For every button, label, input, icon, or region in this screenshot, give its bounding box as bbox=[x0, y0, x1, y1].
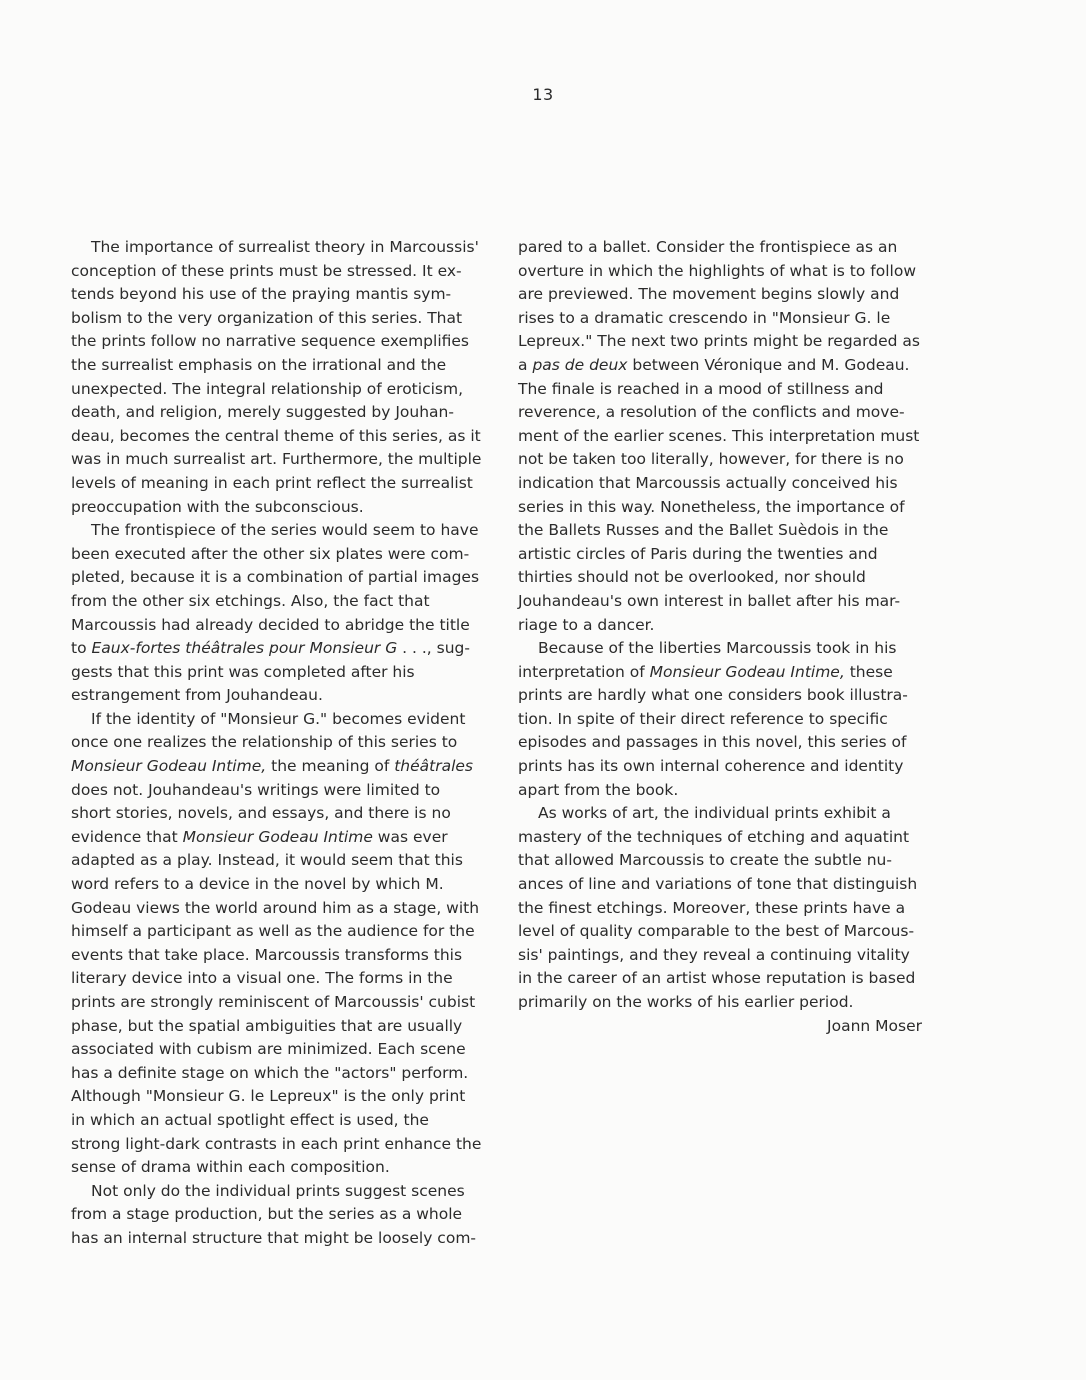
text-line bbox=[518, 708, 936, 732]
text-segment: ment of the earlier scenes. This interpretation must bbox=[518, 426, 920, 445]
text-segment: literary device into a visual one. The forms in the bbox=[71, 969, 453, 988]
text-segment: level of quality comparable to the best of Marcous- bbox=[518, 922, 915, 941]
text-segment: prints are strongly reminiscent of Marcoussis' cubist bbox=[71, 993, 476, 1011]
text-segment: death, and religion, merely suggested by Jouhan- bbox=[71, 403, 454, 422]
text-line bbox=[71, 354, 496, 378]
text-line bbox=[518, 519, 936, 543]
text-line bbox=[518, 802, 936, 826]
text-segment: in the career of an artist whose reputation is based bbox=[518, 969, 916, 988]
text-segment: Although "Monsieur G. le Lepreux" is the only print bbox=[71, 1087, 466, 1106]
text-line bbox=[71, 236, 496, 260]
text-line bbox=[518, 354, 936, 378]
text-line bbox=[71, 401, 496, 425]
text-segment: Godeau views the world around him as a stage, with bbox=[71, 898, 480, 917]
text-line bbox=[71, 661, 496, 685]
text-line bbox=[71, 755, 496, 779]
text-segment: the finest etchings. Moreover, these prints have a bbox=[518, 898, 906, 917]
text-segment: associated with cubism are minimized. Each scene bbox=[71, 1040, 466, 1059]
text-line bbox=[518, 779, 936, 803]
text-segment: has a definite stage on which the "actors" perform. bbox=[71, 1063, 469, 1082]
text-line bbox=[71, 283, 496, 307]
text-line bbox=[71, 496, 496, 520]
text-line bbox=[71, 991, 496, 1015]
italic-text: Eaux-fortes théâtrales pour Monsieur G bbox=[91, 639, 398, 658]
text-line bbox=[71, 944, 496, 968]
text-line bbox=[518, 496, 936, 520]
text-segment: the meaning of bbox=[266, 757, 395, 776]
text-line bbox=[71, 1133, 496, 1157]
text-line bbox=[71, 543, 496, 567]
text-segment: interpretation of bbox=[518, 662, 650, 681]
left-text-column bbox=[71, 236, 496, 1251]
text-segment: phase, but the spatial ambiguities that are usually bbox=[71, 1016, 463, 1035]
text-line bbox=[518, 543, 936, 567]
text-segment: himself a participant as well as the audience for the bbox=[71, 922, 475, 941]
text-line bbox=[71, 802, 496, 826]
text-line bbox=[518, 873, 936, 897]
text-segment: thirties should not be overlooked, nor should bbox=[518, 568, 866, 587]
text-segment: series in this way. Nonetheless, the importance of bbox=[518, 497, 905, 516]
text-line bbox=[518, 307, 936, 331]
page-number: 13 bbox=[532, 85, 554, 104]
text-line bbox=[518, 920, 936, 944]
text-line bbox=[71, 1203, 496, 1227]
text-line bbox=[71, 967, 496, 991]
text-line bbox=[518, 944, 936, 968]
text-line bbox=[71, 590, 496, 614]
text-segment: conception of these prints must be stressed. It ex- bbox=[71, 261, 462, 280]
text-line bbox=[518, 472, 936, 496]
text-line bbox=[71, 1227, 496, 1251]
text-segment: from the other six etchings. Also, the fact that bbox=[71, 591, 430, 610]
text-line bbox=[71, 378, 496, 402]
text-segment: from a stage production, but the series as a whole bbox=[71, 1205, 463, 1224]
text-segment: prints are hardly what one considers book illustra- bbox=[518, 686, 908, 705]
text-segment: indication that Marcoussis actually conceived his bbox=[518, 473, 898, 492]
text-segment: to bbox=[71, 639, 92, 658]
text-segment: sis' paintings, and they reveal a continuing vitality bbox=[518, 945, 910, 964]
text-segment: was in much surrealist art. Furthermore, the multiple bbox=[71, 450, 482, 469]
text-line bbox=[71, 1038, 496, 1062]
text-segment: rises to a dramatic crescendo in "Monsieur G. le bbox=[518, 308, 891, 327]
text-line bbox=[71, 566, 496, 590]
text-line bbox=[71, 637, 496, 661]
text-line bbox=[518, 566, 936, 590]
author-signature: Joann Moser bbox=[827, 1016, 922, 1035]
text-line bbox=[71, 519, 496, 543]
text-segment: tends beyond his use of the praying mantis sym- bbox=[71, 285, 452, 304]
italic-text: pas de deux bbox=[532, 355, 628, 374]
text-line bbox=[518, 755, 936, 779]
text-line bbox=[518, 684, 936, 708]
text-line bbox=[71, 849, 496, 873]
text-line bbox=[71, 1180, 496, 1204]
text-line bbox=[71, 873, 496, 897]
text-line bbox=[71, 826, 496, 850]
text-segment: ances of line and variations of tone that distinguish bbox=[518, 875, 918, 894]
text-line bbox=[518, 661, 936, 685]
text-line bbox=[518, 991, 936, 1015]
text-segment: adapted as a play. Instead, it would seem that this bbox=[71, 851, 463, 870]
text-segment: primarily on the works of his earlier period. bbox=[518, 993, 854, 1011]
text-line bbox=[71, 448, 496, 472]
text-segment: artistic circles of Paris during the twenties and bbox=[518, 544, 878, 563]
text-line bbox=[518, 401, 936, 425]
text-line bbox=[518, 826, 936, 850]
text-segment: in which an actual spotlight effect is used, the bbox=[71, 1110, 429, 1129]
text-segment: unexpected. The integral relationship of eroticism, bbox=[71, 379, 463, 398]
text-segment: between Véronique and M. Godeau. bbox=[627, 355, 910, 374]
text-segment: . . ., sug- bbox=[397, 639, 470, 658]
text-segment: Not only do the individual prints suggest scenes bbox=[91, 1181, 465, 1200]
text-line bbox=[71, 472, 496, 496]
text-line bbox=[518, 425, 936, 449]
text-segment: a bbox=[518, 355, 533, 374]
text-segment: gests that this print was completed after his bbox=[71, 662, 415, 681]
text-segment: the prints follow no narrative sequence exemplifies bbox=[71, 332, 470, 351]
text-line bbox=[71, 260, 496, 284]
text-line bbox=[518, 897, 936, 921]
text-line bbox=[518, 260, 936, 284]
text-segment: Marcoussis had already decided to abridge the title bbox=[71, 615, 470, 634]
text-line bbox=[71, 708, 496, 732]
text-segment: Lepreux." The next two prints might be regarded as bbox=[518, 332, 920, 351]
text-segment: The frontispiece of the series would seem to have bbox=[91, 521, 479, 540]
text-segment: the surrealist emphasis on the irrational and the bbox=[71, 355, 447, 374]
text-segment: has an internal structure that might be loosely com- bbox=[71, 1228, 477, 1247]
text-segment: levels of meaning in each print reflect the surrealist bbox=[71, 473, 473, 492]
text-segment: once one realizes the relationship of this series to bbox=[71, 733, 458, 752]
italic-text: théâtrales bbox=[394, 757, 474, 776]
text-segment: episodes and passages in this novel, this series of bbox=[518, 733, 907, 752]
text-line bbox=[518, 731, 936, 755]
text-segment: strong light-dark contrasts in each print enhance the bbox=[71, 1134, 482, 1153]
text-line bbox=[71, 684, 496, 708]
text-segment: sense of drama within each composition. bbox=[71, 1158, 390, 1177]
text-line bbox=[71, 307, 496, 331]
text-line bbox=[71, 779, 496, 803]
text-line bbox=[518, 967, 936, 991]
text-line bbox=[71, 1015, 496, 1039]
text-segment: pleted, because it is a combination of partial images bbox=[71, 568, 480, 587]
text-line bbox=[71, 731, 496, 755]
text-line bbox=[71, 920, 496, 944]
text-line bbox=[71, 425, 496, 449]
text-line bbox=[71, 1109, 496, 1133]
italic-text: Monsieur Godeau Intime, bbox=[71, 757, 267, 776]
text-segment: pared to a ballet. Consider the frontispiece as an bbox=[518, 238, 898, 256]
text-segment: mastery of the techniques of etching and aquatint bbox=[518, 827, 910, 846]
text-segment: As works of art, the individual prints exhibit a bbox=[538, 804, 891, 823]
text-segment: If the identity of "Monsieur G." becomes evident bbox=[91, 709, 466, 728]
text-segment: apart from the book. bbox=[518, 780, 679, 799]
text-line bbox=[518, 330, 936, 354]
text-segment: The finale is reached in a mood of stillness and bbox=[518, 379, 884, 398]
text-segment: deau, becomes the central theme of this series, as it bbox=[71, 426, 481, 445]
text-line bbox=[518, 283, 936, 307]
text-line bbox=[518, 637, 936, 661]
text-segment: Jouhandeau's own interest in ballet after his mar- bbox=[518, 591, 901, 610]
text-line bbox=[71, 614, 496, 638]
text-segment: not be taken too literally, however, for there is no bbox=[518, 450, 904, 469]
italic-text: Monsieur Godeau Intime bbox=[182, 827, 373, 846]
text-line bbox=[71, 1085, 496, 1109]
text-segment: been executed after the other six plates were com- bbox=[71, 544, 470, 563]
text-line bbox=[518, 849, 936, 873]
text-line bbox=[518, 590, 936, 614]
text-line bbox=[71, 1062, 496, 1086]
text-segment: the Ballets Russes and the Ballet Suèdois in the bbox=[518, 521, 889, 540]
text-segment: these bbox=[844, 662, 893, 681]
text-line bbox=[71, 897, 496, 921]
text-segment: preoccupation with the subconscious. bbox=[71, 497, 364, 516]
text-segment: that allowed Marcoussis to create the subtle nu- bbox=[518, 851, 892, 870]
text-line bbox=[71, 330, 496, 354]
text-line bbox=[518, 614, 936, 638]
text-segment: events that take place. Marcoussis transforms this bbox=[71, 945, 463, 964]
text-segment: was ever bbox=[372, 827, 448, 846]
text-segment: estrangement from Jouhandeau. bbox=[71, 686, 323, 705]
text-segment: word refers to a device in the novel by which M. bbox=[71, 875, 444, 894]
text-segment: Because of the liberties Marcoussis took in his bbox=[538, 639, 897, 658]
text-segment: prints has its own internal coherence and identity bbox=[518, 757, 904, 776]
text-segment: are previewed. The movement begins slowly and bbox=[518, 285, 900, 304]
text-segment: short stories, novels, and essays, and there is no bbox=[71, 804, 451, 823]
italic-text: Monsieur Godeau Intime, bbox=[649, 662, 845, 681]
text-line bbox=[518, 448, 936, 472]
text-segment: riage to a dancer. bbox=[518, 615, 655, 634]
text-line bbox=[71, 1156, 496, 1180]
text-line bbox=[518, 378, 936, 402]
text-segment: evidence that bbox=[71, 827, 183, 846]
text-segment: does not. Jouhandeau's writings were limited to bbox=[71, 780, 441, 799]
text-segment: bolism to the very organization of this series. That bbox=[71, 308, 463, 327]
right-text-column bbox=[518, 236, 936, 1038]
text-segment: tion. In spite of their direct reference to specific bbox=[518, 709, 888, 728]
text-segment: reverence, a resolution of the conflicts and move- bbox=[518, 403, 905, 422]
text-segment: The importance of surrealist theory in Marcoussis' bbox=[91, 238, 479, 256]
text-segment: overture in which the highlights of what is to follow bbox=[518, 261, 916, 280]
text-line bbox=[518, 236, 936, 260]
